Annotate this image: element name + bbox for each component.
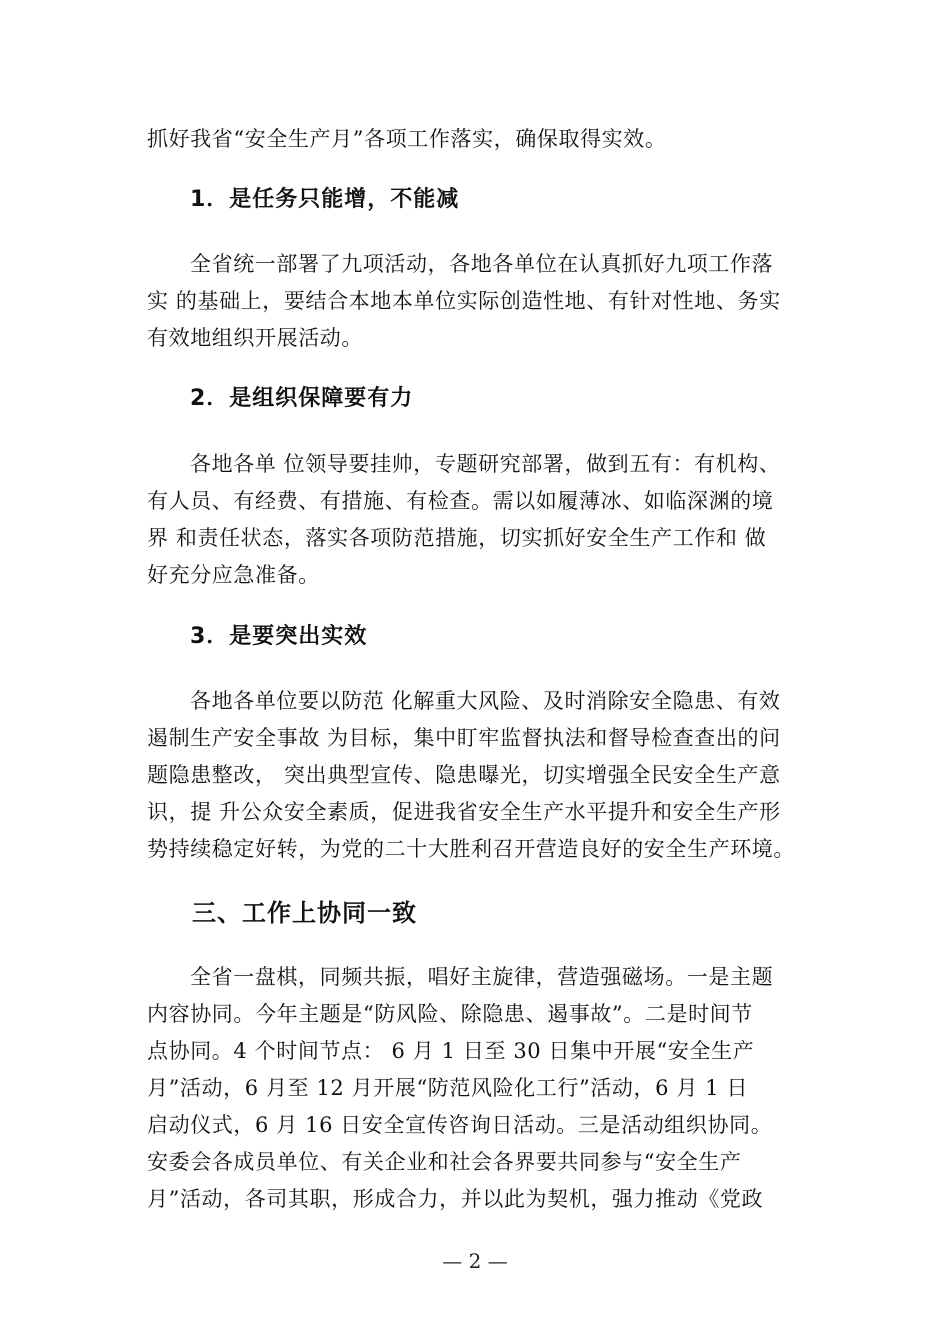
section-1-heading: 1．是任务只能增，不能减: [190, 187, 460, 212]
paragraph-line: 好充分应急准备。: [147, 563, 320, 587]
section-4-heading: 三、工作上协同一致: [192, 899, 417, 927]
paragraph-line: 全省一盘棋，同频共振，唱好主旋律，营造强磁场。一是主题: [190, 965, 774, 989]
paragraph-line: 题隐患整改， 突出典型宣传、隐患曝光，切实增强全民安全生产意: [147, 763, 781, 787]
paragraph-line: 有人员、有经费、有措施、有检查。需以如履薄冰、如临深渊的境: [147, 489, 774, 513]
paragraph-line: 安委会各成员单位、有关企业和社会各界要共同参与“安全生产: [147, 1150, 742, 1174]
section-3-heading: 3．是要突出实效: [190, 624, 368, 649]
section-2-heading: 2．是组织保障要有力: [190, 386, 414, 411]
paragraph-line: 实 的基础上，要结合本地本单位实际创造性地、有针对性地、务实: [147, 289, 781, 313]
paragraph-line: 有效地组织开展活动。: [147, 326, 363, 350]
paragraph-line: 识，提 升公众安全素质，促进我省安全生产水平提升和安全生产形: [147, 800, 781, 824]
paragraph-line: 全省统一部署了九项活动，各地各单位在认真抓好九项工作落: [190, 252, 774, 276]
paragraph-line: 各地各单 位领导要挂帅，专题研究部署，做到五有：有机构、: [190, 452, 781, 476]
paragraph-line: 启动仪式，6 月 16 日安全宣传咨询日活动。三是活动组织协同。: [147, 1113, 773, 1137]
paragraph-line: 点协同。4 个时间节点： 6 月 1 日至 30 日集中开展“安全生产: [147, 1039, 755, 1063]
paragraph-line: 月”活动，6 月至 12 月开展“防范风险化工行”活动，6 月 1 日: [147, 1076, 749, 1100]
page-number: — 2 —: [442, 1249, 508, 1273]
paragraph-line: 内容协同。今年主题是“防风险、除隐患、遏事故”。二是时间节: [147, 1002, 753, 1026]
paragraph-line: 遏制生产安全事故 为目标，集中盯牢监督执法和督导检查查出的问: [147, 726, 781, 750]
paragraph-line: 月”活动，各司其职，形成合力，并以此为契机，强力推动《党政: [147, 1187, 764, 1211]
paragraph-line: 界 和责任状态，落实各项防范措施，切实抓好安全生产工作和 做: [147, 526, 767, 550]
paragraph-line: 势持续稳定好转，为党的二十大胜利召开营造良好的安全生产环境。: [147, 837, 795, 861]
intro-line: 抓好我省“安全生产月”各项工作落实，确保取得实效。: [147, 127, 667, 151]
paragraph-line: 各地各单位要以防范 化解重大风险、及时消除安全隐患、有效: [190, 689, 781, 713]
